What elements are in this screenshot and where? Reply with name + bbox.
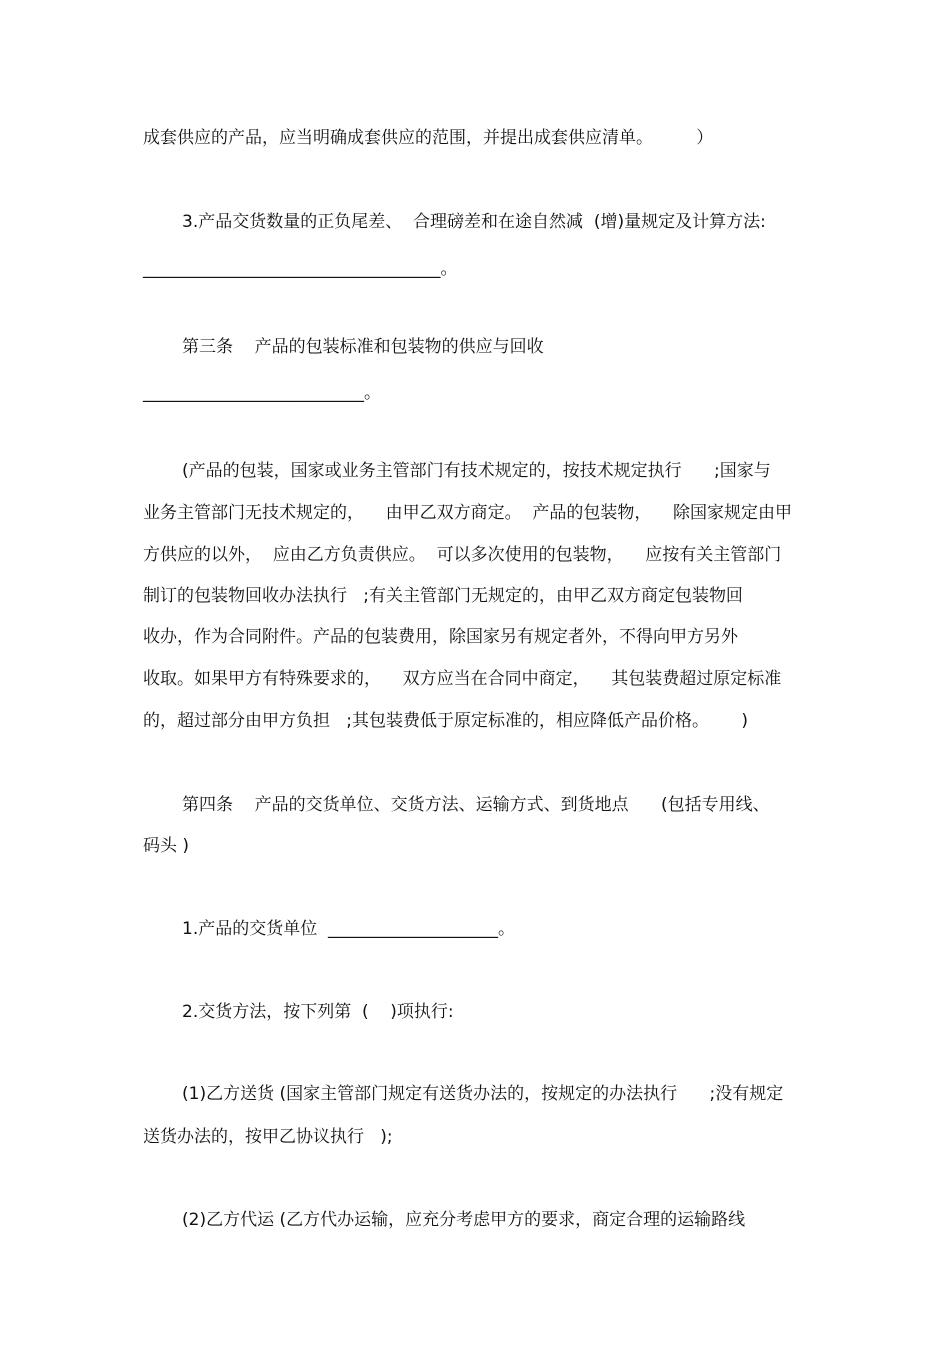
text-line-14: 送货办法的，按甲乙协议执行 ); (143, 1127, 393, 1147)
blank-line-2: __________________________。 (143, 383, 381, 403)
text-line-4: 业务主管部门无技术规定的， 由甲乙双方商定。 产品的包装物， 除国家规定由甲 (143, 503, 793, 523)
text-line-6: 制订的包装物回收办法执行 ;有关主管部门无规定的，由甲乙双方商定包装物回 (143, 586, 743, 606)
text-line-11: 1.产品的交货单位 ____________________。 (182, 919, 516, 939)
text-line-3: (产品的包装，国家或业务主管部门有技术规定的，按技术规定执行 ;国家与 (182, 461, 771, 481)
text-line-5: 方供应的以外， 应由乙方负责供应。 可以多次使用的包装物， 应按有关主管部门 (143, 545, 782, 565)
section-heading-3: 第三条 产品的包装标准和包装物的供应与回收 (182, 337, 544, 357)
text-line-13: (1)乙方送货 (国家主管部门规定有送货办法的，按规定的办法执行 ;没有规定 (182, 1084, 784, 1104)
text-line-12: 2.交货方法，按下列第 ( )项执行: (182, 1002, 454, 1022)
text-line-8: 收取。如果甲方有特殊要求的， 双方应当在合同中商定， 其包装费超过原定标准 (143, 669, 782, 689)
section-heading-4: 第四条 产品的交货单位、交货方法、运输方式、到货地点 (包括专用线、 (182, 795, 770, 815)
blank-line-1: ___________________________________。 (143, 259, 458, 279)
text-line-10: 码头 ) (143, 836, 190, 856)
text-line-1: 成套供应的产品，应当明确成套供应的范围，并提出成套供应清单。 ） (143, 128, 714, 148)
text-line-15: (2)乙方代运 (乙方代办运输，应充分考虑甲方的要求，商定合理的运输路线 (182, 1210, 746, 1230)
text-line-9: 的，超过部分由甲方负担 ;其包装费低于原定标准的，相应降低产品价格。 ) (143, 711, 748, 731)
text-line-7: 收办，作为合同附件。产品的包装费用，除国家另有规定者外，不得向甲方另外 (143, 627, 738, 647)
text-line-2: 3.产品交货数量的正负尾差、 合理磅差和在途自然减 (增)量规定及计算方法: (182, 212, 766, 232)
